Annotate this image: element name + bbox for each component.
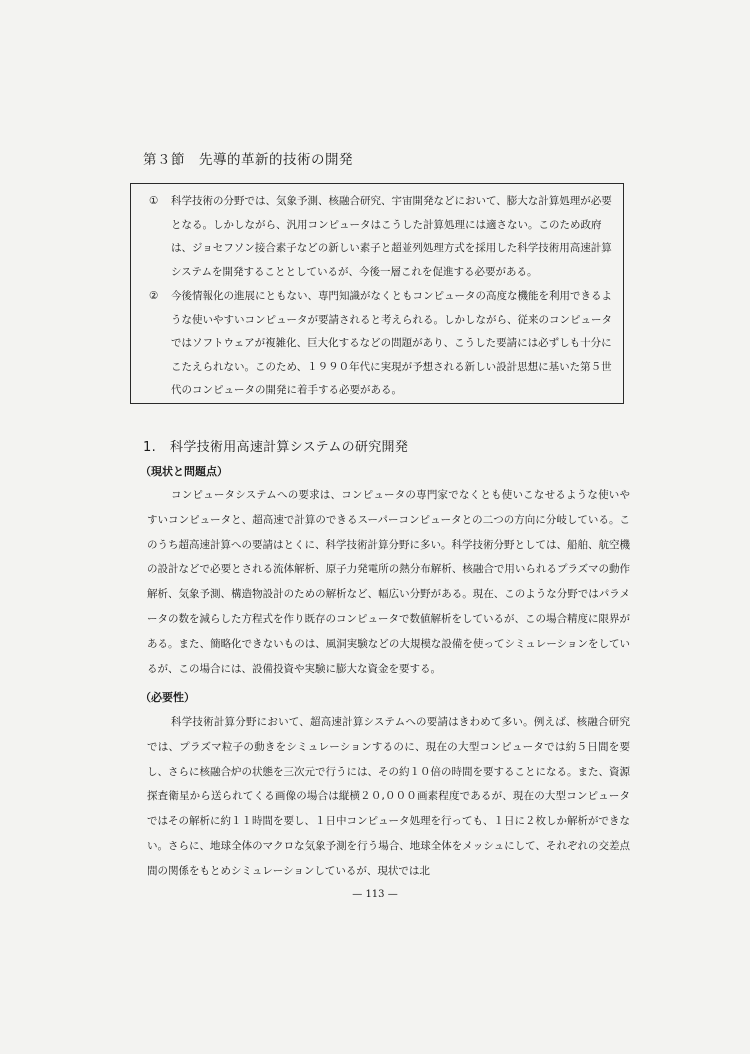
summary-item-marker: ① xyxy=(149,195,159,207)
paragraph-status: コンピュータシステムへの要求は、コンピュータの専門家でなくとも使いこなせるような使いやすいコンピュータと、超高速で計算のできるスーパーコンピュータとの二つの方向に分岐している。このうち超高速計算への要請はとくに、科学技術計算分野に多い。科学技術分野としては、船舶、航空機の設計などで必要とされる流体解析、原子力発電所の熱分布解析、核融合で用いられるプラズマの動作解析、気象予測、構造物設計のための解析など、幅広い分野がある。現在、このような分野ではパラメータの数を減らした方程式を作り既存のコンピュータで数値解析をしているが、この場合精度に限界がある。また、簡略化できないものは、風洞実験などの大規模な設備を使ってシミュレーションをしているが、この場合には、設備投資や実験に膨大な資金を要する。 xyxy=(147,489,630,675)
subsection-heading-necessity: （必要性） xyxy=(140,691,195,704)
summary-item-text: 科学技術の分野では、気象予測、核融合研究、宇宙開発などにおいて、膨大な計算処理が必要となる。しかしながら、汎用コンピュータはこうした計算処理には適さない。このため政府は、ジョセフソン接合素子などの新しい素子と超並列処理方式を採用した科学技術用高速計算システムを開発することとしているが、今後一層これを促進する必要がある。 xyxy=(171,195,612,278)
summary-item-text: 今後情報化の進展にともない、専門知識がなくともコンピュータの高度な機能を利用できるような使いやすいコンピュータが要請されると考えられる。しかしながら、従来のコンピュータではソフトウェアが複雑化、巨大化するなどの問題があり、こうした要請には必ずしも十分にこたえられない。このため、１９９０年代に実現が予想される新しい設計思想に基いた第５世代のコンピュータの開発に着手する必要がある。 xyxy=(171,290,612,396)
heading-number: 1. xyxy=(143,440,157,455)
summary-item xyxy=(149,285,621,403)
summary-item-marker: ② xyxy=(149,290,159,302)
summary-item xyxy=(149,190,621,284)
paragraph-necessity: 科学技術計算分野において、超高速計算システムへの要請はきわめて多い。例えば、核融合研究では、プラズマ粒子の動きをシミュレーションするのに、現在の大型コンピュータでは約５日間を要し、さらに核融合炉の状態を三次元で行うには、その約１０倍の時間を要することになる。また、資源探査衛星から送られてくる画像の場合は縦横２０,０００画素程度であるが、現在の大型コンピュータではその解析に約１１時間を要し、１日中コンピュータ処理を行っても、１日に２枚しか解析ができない。さらに、地球全体のマクロな気象予測を行う場合、地球全体をメッシュにして、それぞれの交差点間の関係をもとめシミュレーションしているが、現状では北 xyxy=(147,716,630,877)
section-title: 第３節 先導的革新的技術の開発 xyxy=(143,152,353,168)
subsection-heading-status: （現状と問題点） xyxy=(140,465,228,478)
heading-1 xyxy=(143,436,408,455)
page-number: — 113 — xyxy=(352,889,398,900)
summary-box xyxy=(130,183,624,404)
heading-title: 科学技術用高速計算システムの研究開発 xyxy=(170,440,409,455)
